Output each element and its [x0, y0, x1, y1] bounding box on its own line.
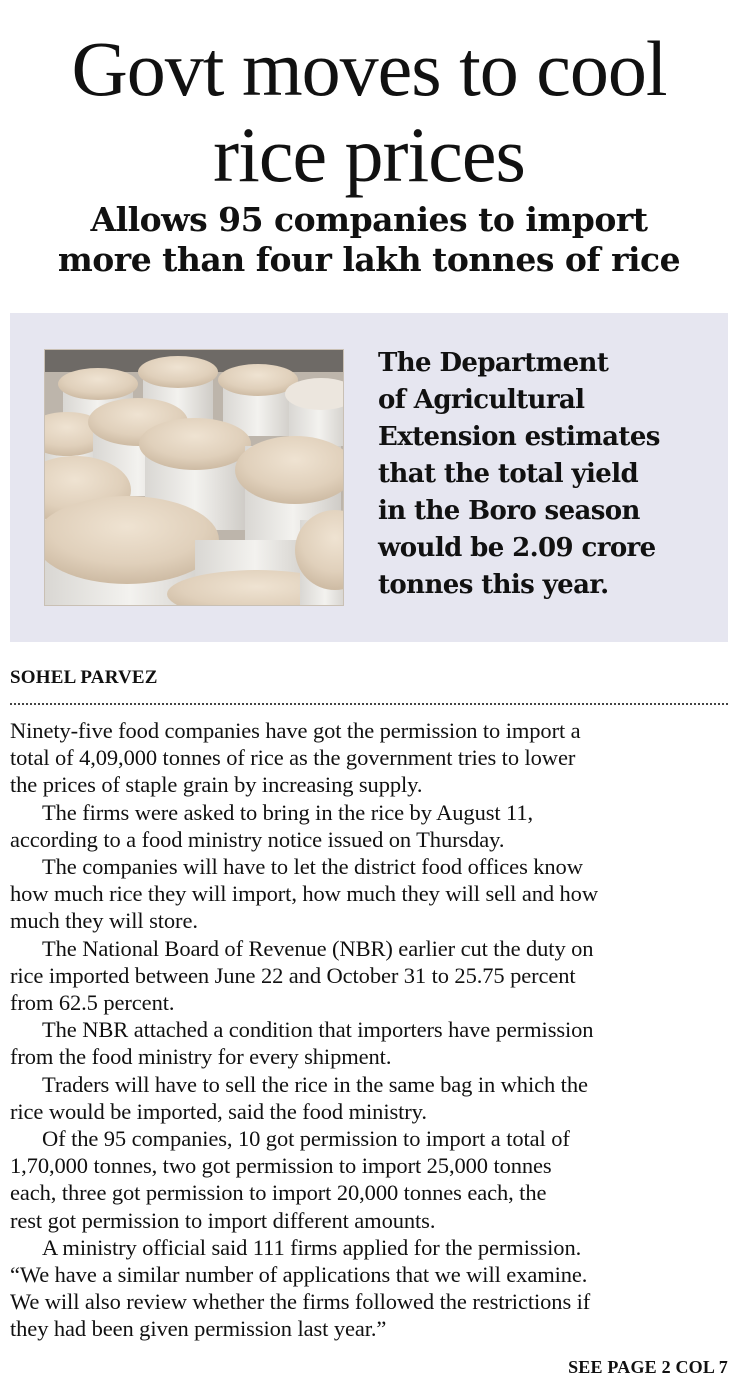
dotted-divider	[10, 703, 728, 705]
body-line: rest got permission to import different amounts.	[10, 1207, 436, 1233]
body-line: Ninety-five food companies have got the permission to import a	[10, 718, 581, 743]
headline-line: Govt moves to cool	[71, 25, 667, 112]
body-line: the prices of staple grain by increasing supply.	[10, 772, 423, 798]
paragraph	[10, 1234, 732, 1343]
subheadline-line: Allows 95 companies to import	[90, 200, 648, 239]
paragraph	[10, 1016, 732, 1070]
pull-quote-line: The Department	[378, 348, 609, 378]
pull-quote-line: in the Boro season	[378, 496, 640, 526]
pull-quote-line: would be 2.09 crore	[378, 533, 656, 563]
body-line: Traders will have to sell the rice in the same bag in which the	[42, 1071, 588, 1097]
body-line: they had been given permission last year.”	[10, 1316, 387, 1342]
body-line: from the food ministry for every shipment.	[10, 1044, 392, 1070]
body-line: “We have a similar number of applications that we will examine.	[10, 1262, 588, 1288]
body-line: 1,70,000 tonnes, two got permission to import 25,000 tonnes	[10, 1153, 552, 1179]
pull-quote-line: that the total yield	[378, 459, 639, 489]
paragraph	[10, 853, 732, 935]
subheadline-line: more than four lakh tonnes of rice	[57, 240, 681, 279]
body-line: A ministry official said 111 firms applied for the permission.	[42, 1234, 582, 1260]
subheadline	[0, 200, 738, 280]
body-line: each, three got permission to import 20,000 tonnes each, the	[10, 1180, 547, 1206]
rice-sacks-illustration	[45, 350, 343, 605]
body-line: how much rice they will import, how much they will sell and how	[10, 881, 598, 907]
paragraph	[10, 717, 732, 799]
pull-quote-line: of Agricultural	[378, 385, 585, 415]
headline-line: rice prices	[213, 111, 525, 198]
paragraph	[10, 1125, 732, 1234]
body-line: The companies will have to let the district food offices know	[42, 854, 583, 880]
body-line: according to a food ministry notice issued on Thursday.	[10, 826, 505, 852]
body-line: total of 4,09,000 tonnes of rice as the government tries to lower	[10, 745, 576, 771]
pull-quote-line: Extension estimates	[378, 422, 660, 452]
rice-sacks-photo	[44, 349, 344, 606]
body-line: rice would be imported, said the food ministry.	[10, 1098, 427, 1124]
body-line: We will also review whether the firms followed the restrictions if	[10, 1289, 591, 1315]
paragraph	[10, 799, 732, 853]
body-line: The firms were asked to bring in the rice by August 11,	[42, 799, 534, 825]
byline: SOHEL PARVEZ	[10, 667, 158, 688]
body-line: The NBR attached a condition that importers have permission	[42, 1017, 594, 1043]
paragraph	[10, 1071, 732, 1125]
body-line: rice imported between June 22 and October 31 to 25.75 percent	[10, 962, 576, 988]
callout-box	[10, 313, 728, 642]
body-line: much they will store.	[10, 908, 198, 934]
body-line: Of the 95 companies, 10 got permission to import a total of	[42, 1126, 570, 1152]
headline	[0, 26, 738, 198]
pull-quote	[378, 345, 718, 604]
body-line: The National Board of Revenue (NBR) earlier cut the duty on	[42, 935, 594, 961]
article-body	[10, 717, 732, 1343]
body-line: from 62.5 percent.	[10, 990, 175, 1016]
pull-quote-line: tonnes this year.	[378, 570, 609, 600]
continued-on-page-link[interactable]: SEE PAGE 2 COL 7	[568, 1357, 728, 1377]
paragraph	[10, 935, 732, 1017]
